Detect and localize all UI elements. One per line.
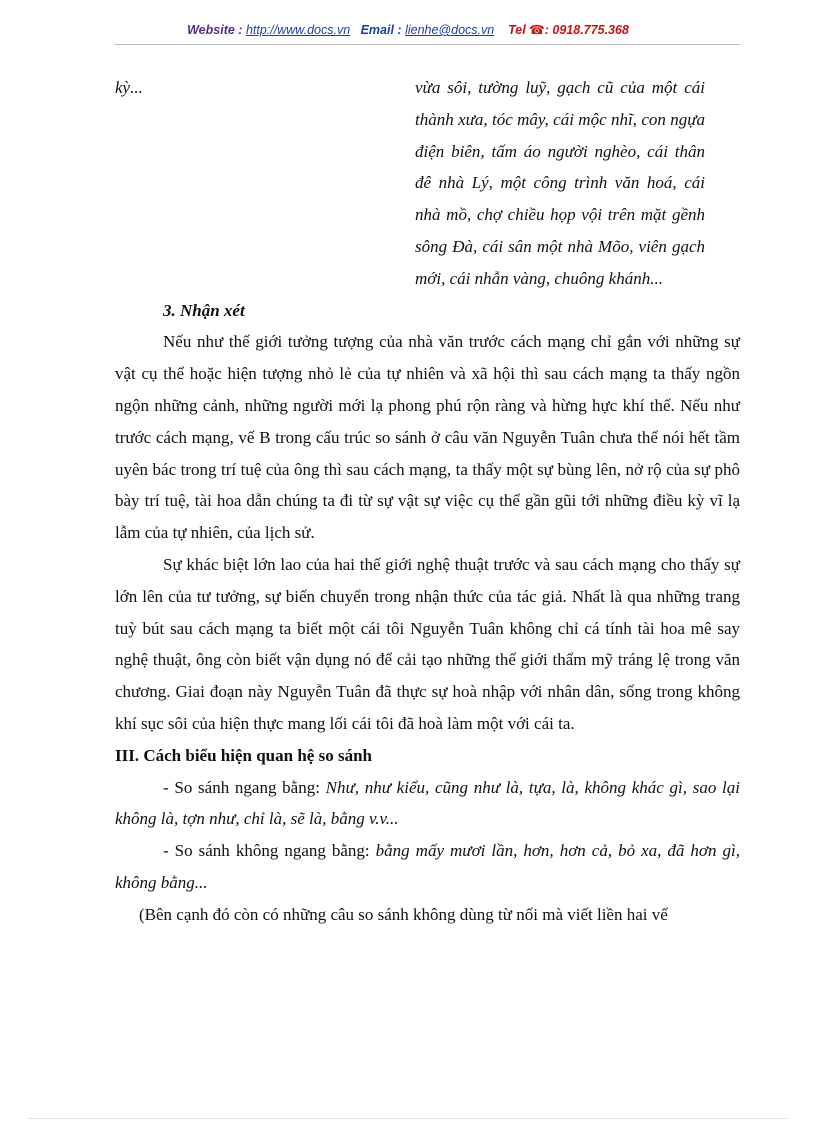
section-heading-3: 3. Nhận xét	[163, 300, 245, 320]
paragraph-3-start: (Bên cạnh đó còn có những câu so sánh không dùng từ nối mà viết liền hai vế	[139, 904, 668, 924]
website-label: Website :	[187, 23, 243, 37]
item-label: - So sánh ngang bằng:	[163, 777, 326, 797]
header-divider	[115, 44, 740, 45]
item-examples: Như, như kiểu, cũng như là, tựa, là, không khác gì, sao lại không là, tợn như, chỉ là, sẽ là, bằng v.v...	[115, 777, 740, 829]
document-body	[115, 72, 740, 931]
footer-divider	[28, 1118, 788, 1119]
list-item-unequal	[115, 835, 740, 899]
paragraph-1: Nếu như thế giới tưởng tượng của nhà văn trước cách mạng chỉ gắn với những sự vật cụ thể hoặc hiện tượng nhỏ lẻ của tự nhiên và xã hội thì sau cách mạng ta thấy ngồn ngộn những cảnh, những người mới lạ phong phú rộn ràng và hừng hực khí thế. Nếu như trước cách mạng, vế B trong cấu trúc so sánh ở câu văn Nguyễn Tuân chưa thể nói hết tầm uyên bác trong trí tuệ của ông thì sau cách mạng, ta thấy một sự bùng lên, nở rộ của sự phô bày trí tuệ, tài hoa dẫn chúng ta đi từ sự vật sự việc cụ thể gần gũi tới những điều kỳ vĩ lạ lẫm của tự nhiên, của lịch sử.	[115, 332, 740, 543]
page-header	[0, 22, 816, 37]
list-item-equal	[115, 772, 740, 836]
tel-value: 0918.775.368	[552, 23, 629, 37]
item-examples: bằng mấy mươi lần, hơn, hơn cả, bỏ xa, đã hơn gì, không bằng...	[115, 841, 740, 892]
email-label: Email :	[360, 23, 402, 37]
website-link[interactable]: http://www.docs.vn	[245, 23, 351, 37]
paragraph-2: Sự khác biệt lớn lao của hai thế giới nghệ thuật trước và sau cách mạng cho thấy sự lớn lên của tư tưởng, sự biến chuyển trong nhận thức của tác giả. Nhất là qua những trang tuỳ bút sau cách mạng ta biết một cái tôi Nguyễn Tuân không chỉ cá tính tài hoa mê say nghệ thuật, ông còn biết vận dụng nó để cải tạo những thế giới thẩm mỹ tráng lệ trong văn chương. Giai đoạn này Nguyễn Tuân đã thực sự hoà nhập với nhân dân, sống trong không khí sục sôi của hiện thực mang lối cái tôi đã hoà làm một với cái ta.	[115, 554, 740, 733]
left-column-text: kỳ...	[115, 78, 143, 97]
right-column-text: vừa sôi, tường luỹ, gạch cũ của một cái thành xưa, tóc mây, cái mộc nhĩ, con ngựa điện biên, tấm áo người nghèo, cái thân đê nhà Lý, một công trình văn hoá, cái nhà mồ, chợ chiều họp vội trên mặt gềnh sông Đà, cái sân một nhà Mõo, viên gạch mới, cái nhẫn vàng, chuông khánh...	[415, 78, 705, 288]
section-heading-III: III. Cách biểu hiện quan hệ so sánh	[115, 745, 372, 765]
item-label: - So sánh không ngang bằng:	[163, 841, 376, 861]
tel-label: Tel ☎:	[508, 23, 549, 37]
comparison-columns	[115, 72, 740, 295]
email-link[interactable]: lienhe@docs.vn	[405, 23, 495, 37]
